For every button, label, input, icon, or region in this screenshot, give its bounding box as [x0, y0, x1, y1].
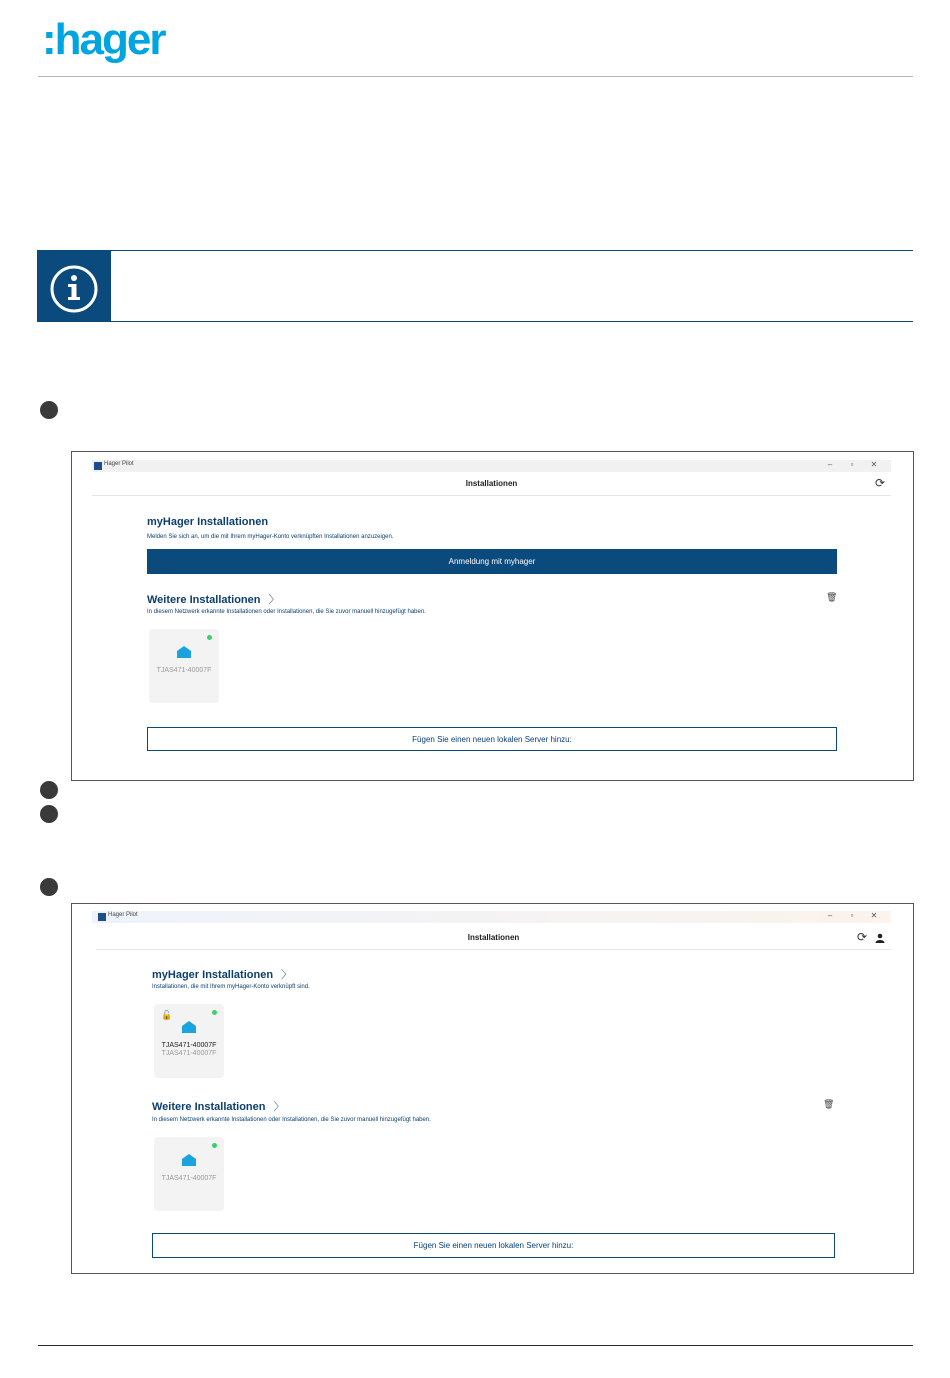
unlock-icon: 🔓 [161, 1010, 173, 1020]
myhager-section-title[interactable] [152, 966, 292, 982]
step-marker-1 [40, 401, 58, 419]
info-icon [37, 251, 111, 322]
maximize-icon[interactable]: ▫ [850, 460, 854, 469]
myhager-section-description: Installationen, die mit Ihrem myHager-Konto verknüpft sind. [152, 984, 310, 990]
trash-icon[interactable]: 🗑 [823, 1099, 835, 1109]
step-marker-3 [40, 805, 58, 823]
installation-tile[interactable] [154, 1004, 224, 1078]
add-local-server-button[interactable]: Fügen Sie einen neuen lokalen Server hinzu: [147, 727, 837, 751]
myhager-section-title: myHager Installationen [147, 516, 269, 528]
minimize-icon[interactable]: – [827, 911, 833, 920]
home-icon [182, 1154, 196, 1166]
hager-logo [42, 20, 174, 66]
page-title: Installationen [467, 933, 520, 942]
installation-id: TJAS471-40007F [156, 667, 212, 674]
refresh-icon[interactable]: ⟳ [874, 476, 885, 490]
svg-text::hager: :hager [42, 20, 165, 64]
installation-tile[interactable] [149, 629, 219, 703]
app-icon [94, 462, 102, 470]
myhager-title-label: myHager Installationen [152, 969, 274, 981]
app-icon [98, 913, 106, 921]
close-icon[interactable]: ✕ [870, 460, 878, 469]
weitere-title-label: Weitere Installationen [147, 594, 261, 606]
installation-id: TJAS471-40007F [161, 1175, 217, 1182]
window-titlebar [92, 911, 891, 923]
installation-name: TJAS471-40007F [161, 1042, 217, 1049]
header-divider [38, 76, 913, 77]
window-title: Hager Pilot [108, 912, 138, 918]
info-note-box [37, 250, 913, 322]
home-icon [177, 646, 191, 658]
user-icon[interactable] [875, 933, 885, 943]
online-status-icon [212, 1143, 217, 1148]
home-icon [182, 1021, 196, 1033]
online-status-icon [212, 1010, 217, 1015]
window-titlebar [92, 460, 891, 472]
refresh-icon[interactable]: ⟳ [856, 930, 867, 944]
weitere-title-label: Weitere Installationen [152, 1101, 266, 1113]
app-screenshot-1 [71, 451, 914, 781]
step-marker-2 [40, 781, 58, 799]
trash-icon[interactable]: 🗑 [826, 592, 838, 602]
maximize-icon[interactable]: ▫ [850, 911, 854, 920]
weitere-section-description: In diesem Netzwerk erkannte Installationen oder Installationen, die Sie zuvor manuell hinzugefügt haben. [147, 609, 426, 615]
page-title: Installationen [465, 479, 518, 488]
myhager-section-description: Melden Sie sich an, um die mit Ihrem myHager-Konto verknüpften Installationen anzuzeigen. [147, 534, 394, 540]
chevron-right-icon: 〉 [268, 594, 280, 606]
weitere-section-title[interactable] [152, 1098, 285, 1114]
info-icon-background [37, 251, 111, 322]
weitere-section-description: In diesem Netzwerk erkannte Installationen oder Installationen, die Sie zuvor manuell hinzugefügt haben. [152, 1117, 431, 1123]
footer-divider [38, 1345, 913, 1346]
app-header [92, 474, 891, 496]
online-status-icon [207, 635, 212, 640]
installation-tile[interactable] [154, 1137, 224, 1211]
weitere-section-title[interactable] [147, 591, 280, 607]
installation-id: TJAS471-40007F [161, 1050, 217, 1057]
minimize-icon[interactable]: – [827, 460, 833, 469]
chevron-right-icon: 〉 [281, 969, 293, 981]
myhager-login-button[interactable]: Anmeldung mit myhager [147, 549, 837, 574]
app-header [96, 928, 891, 950]
window-title: Hager Pilot [104, 461, 134, 467]
app-screenshot-2 [71, 903, 914, 1274]
step-marker-4 [40, 878, 58, 896]
add-local-server-button[interactable]: Fügen Sie einen neuen lokalen Server hinzu: [152, 1233, 835, 1258]
close-icon[interactable]: ✕ [870, 911, 878, 920]
chevron-right-icon: 〉 [273, 1101, 285, 1113]
